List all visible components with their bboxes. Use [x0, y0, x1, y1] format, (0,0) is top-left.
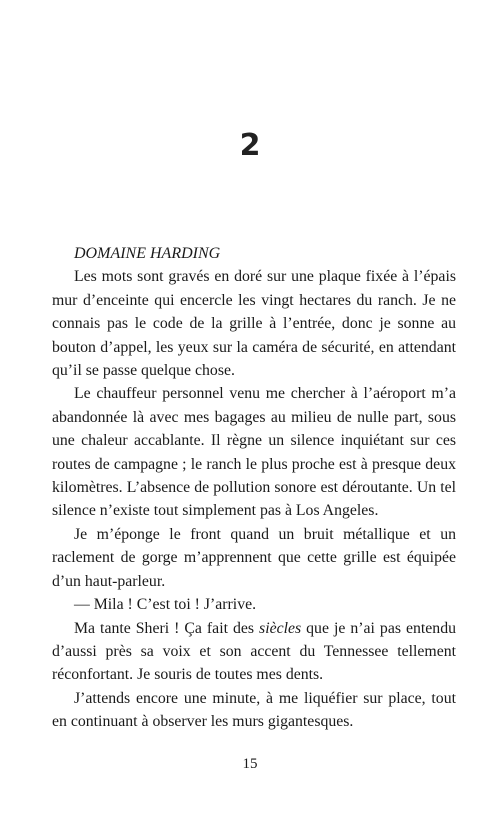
paragraph-5-emphasis: siècles: [259, 619, 302, 637]
paragraph-6: J’attends encore une minute, à me liquéfier sur place, tout en continuant à observer les murs gigantesques.: [52, 689, 456, 731]
paragraph-5-start: Ma tante Sheri ! Ça fait des: [74, 619, 260, 637]
chapter-number: 2: [239, 128, 261, 163]
section-heading: DOMAINE HARDING: [74, 245, 221, 262]
page-number: 15: [242, 756, 258, 772]
paragraph-1: Les mots sont gravés en doré sur une plaque fixée à l’épais mur d’enceinte qui encercle les vingt hectares du ranch. Je ne connais pas le code de la grille à l’entrée, donc je sonne au bouton d’appel, les yeux sur la caméra de sécurité, en attendant qu’il se passe quelque chose.: [52, 268, 456, 380]
paragraph-4-dialogue: — Mila ! C’est toi ! J’arrive.: [74, 596, 257, 614]
paragraph-5-end: que je n’ai pas entendu d’aussi près sa voix et son accent du Tennessee tellement réconfortant. Je souris de toutes mes dents.: [52, 619, 456, 684]
paragraph-5: [52, 617, 456, 687]
chapter-body: [52, 242, 456, 734]
paragraph-2: Le chauffeur personnel venu me chercher à l’aéroport m’a abandonnée là avec mes bagages au milieu de nulle part, sous une chaleur accablante. Il règne un silence inquiétant sur ces routes de campagne ; le ranch le plus proche est à presque deux kilomètres. L’absence de pollution sonore est déroutante. Un tel silence n’existe tout simplement pas à Los Angeles.: [52, 385, 456, 520]
paragraph-3: Je m’éponge le front quand un bruit métallique et un raclement de gorge m’apprennent que cette grille est équipée d’un haut-parleur.: [52, 525, 456, 590]
